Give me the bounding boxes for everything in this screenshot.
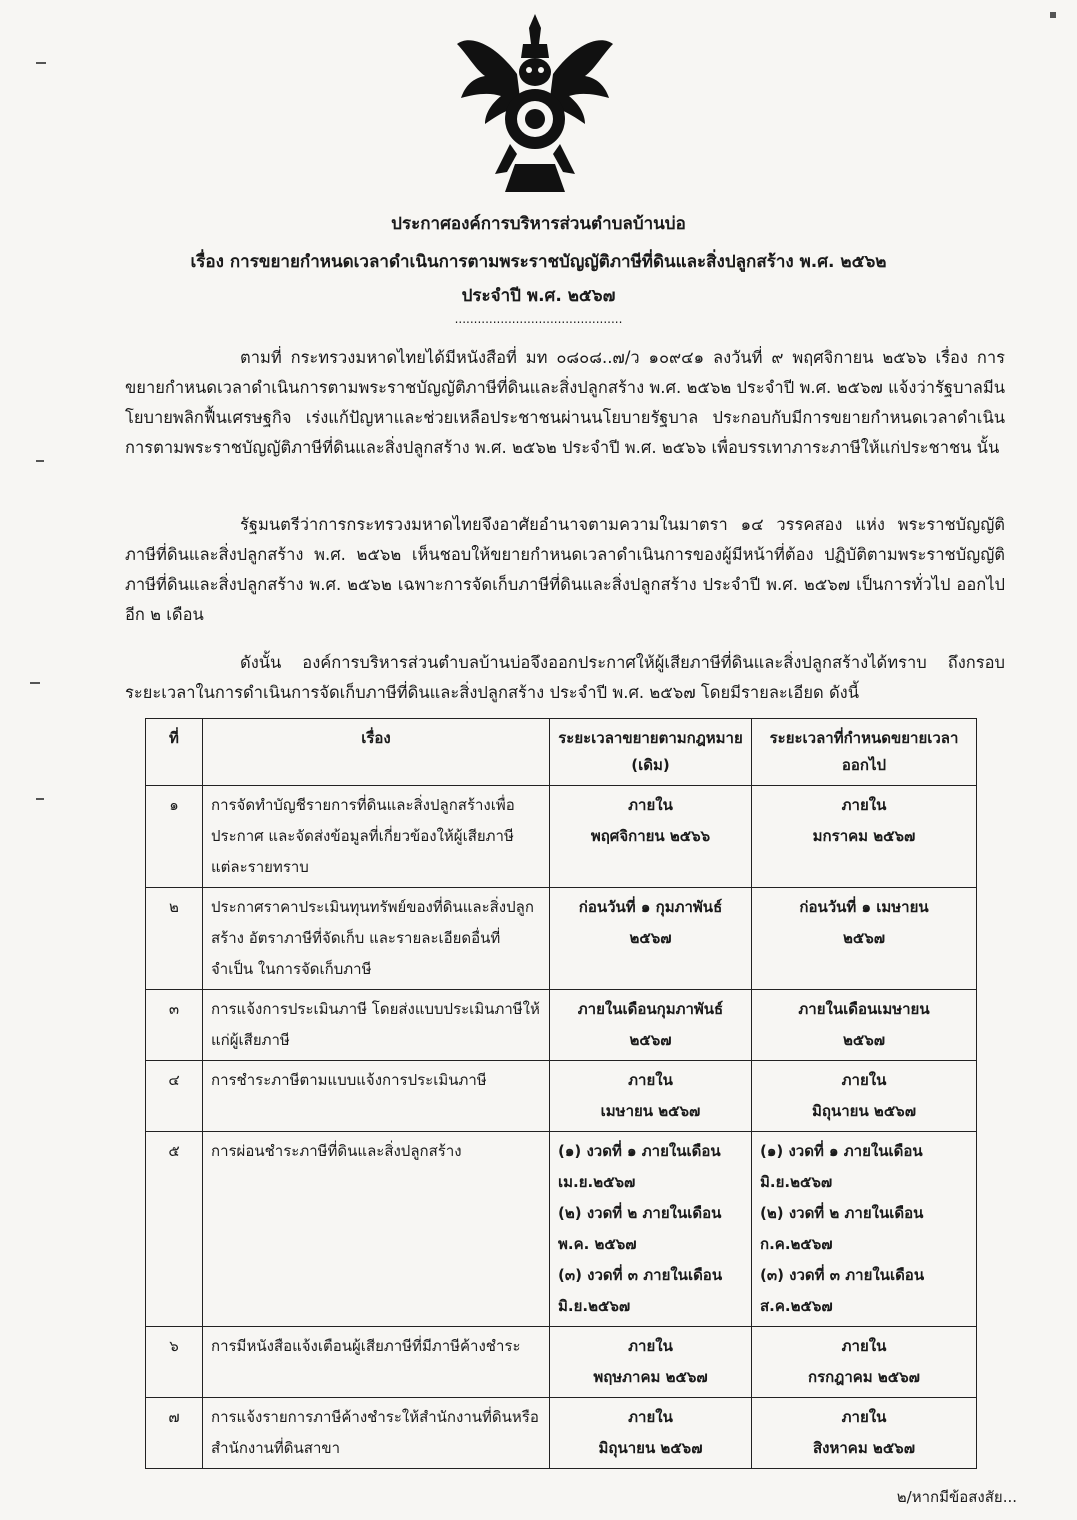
paragraph-3: ดังนั้น องค์การบริหารส่วนตำบลบ้านบ่อจึงออกประกาศให้ผู้เสียภาษีที่ดินและสิ่งปลูกสร้างได้ทราบ ถึงกรอบระยะเวลาในการดำเนินการจัดเก็บภาษีที่ดินและสิ่งปลูกสร้าง ประจำปี พ.ศ. ๒๕๖๗ โดยมีรายละเอียด ดังนี้ xyxy=(125,653,1005,702)
schedule-table xyxy=(145,718,977,1469)
table-row xyxy=(146,1327,977,1398)
row-topic: การแจ้งรายการภาษีค้างชำระให้สำนักงานที่ดินหรือสำนักงานที่ดินสาขา xyxy=(203,1398,550,1469)
announcement-title: ประกาศองค์การบริหารส่วนตำบลบ้านบ่อ xyxy=(391,214,686,234)
table-row xyxy=(146,1061,977,1132)
row-number: ๔ xyxy=(146,1061,203,1132)
table-row xyxy=(146,786,977,888)
row-extended: ภายใน กรกฎาคม ๒๕๖๗ xyxy=(752,1327,977,1398)
table-row xyxy=(146,888,977,990)
row-original: ภายใน เมษายน ๒๕๖๗ xyxy=(550,1061,752,1132)
table-row xyxy=(146,990,977,1061)
row-extended: ภายใน สิงหาคม ๒๕๖๗ xyxy=(752,1398,977,1469)
row-number: ๕ xyxy=(146,1132,203,1327)
row-original: ภายใน มิถุนายน ๒๕๖๗ xyxy=(550,1398,752,1469)
row-topic: การแจ้งการประเมินภาษี โดยส่งแบบประเมินภาษีให้แก่ผู้เสียภาษี xyxy=(203,990,550,1061)
row-extended: ภายในเดือนเมษายน ๒๕๖๗ xyxy=(752,990,977,1061)
row-extended: ภายใน มกราคม ๒๕๖๗ xyxy=(752,786,977,888)
header-topic: เรื่อง xyxy=(203,719,550,786)
paragraph-1: ตามที่ กระทรวงมหาดไทยได้มีหนังสือที่ มท ๐๘๐๘..๗/ว ๑๐๙๔๑ ลงวันที่ ๙ พฤศจิกายน ๒๕๖๖ เรื่อง การขยายกำหนดเวลาดำเนินการตามพระราชบัญญัติภาษีที่ดินและสิ่งปลูกสร้าง พ.ศ. ๒๕๖๒ ประจำปี พ.ศ. ๒๕๖๗ แจ้งว่ารัฐบาลมีนโยบายพลิกฟื้นเศรษฐกิจ เร่งแก้ปัญหาและช่วยเหลือประชาชนผ่านนโยบายรัฐบาล ประกอบกับมีการขยายกำหนดเวลาดำเนินการตามพระราชบัญญัติภาษีที่ดินและสิ่งปลูกสร้าง พ.ศ. ๒๕๖๒ ประจำปี พ.ศ. ๒๕๖๖ เพื่อบรรเทาภาระภาษีให้แก่ประชาชน นั้น xyxy=(125,348,1005,457)
row-topic: การมีหนังสือแจ้งเตือนผู้เสียภาษีที่มีภาษีค้างชำระ xyxy=(203,1327,550,1398)
paragraph-2: รัฐมนตรีว่าการกระทรวงมหาดไทยจึงอาศัยอำนาจตามความในมาตรา ๑๔ วรรคสอง แห่ง พระราชบัญญัติภาษีที่ดินและสิ่งปลูกสร้าง พ.ศ. ๒๕๖๒ เห็นชอบให้ขยายกำหนดเวลาดำเนินการของผู้มีหน้าที่ต้อง ปฏิบัติตามพระราชบัญญัติภาษีที่ดินและสิ่งปลูกสร้าง พ.ศ. ๒๕๖๒ เฉพาะการจัดเก็บภาษีที่ดินและสิ่งปลูกสร้าง ประจำปี พ.ศ. ๒๕๖๗ เป็นการทั่วไป ออกไปอีก ๒ เดือน xyxy=(125,515,1005,624)
announcement-year: ประจำปี พ.ศ. ๒๕๖๗ xyxy=(461,286,616,306)
separator: ............................................ xyxy=(454,312,623,326)
row-number: ๒ xyxy=(146,888,203,990)
row-number: ๗ xyxy=(146,1398,203,1469)
table-row xyxy=(146,1132,977,1327)
announcement-subject: เรื่อง การขยายกำหนดเวลาดำเนินการตามพระราชบัญญัติภาษีที่ดินและสิ่งปลูกสร้าง พ.ศ. ๒๕๖๒ xyxy=(190,252,887,272)
row-original: (๑) งวดที่ ๑ ภายในเดือน เม.ย.๒๕๖๗ (๒) งวดที่ ๒ ภายในเดือน พ.ค. ๒๕๖๗ (๓) งวดที่ ๓ ภายในเดือน มิ.ย.๒๕๖๗ xyxy=(550,1132,752,1327)
garuda-emblem-icon xyxy=(455,14,615,194)
row-extended: (๑) งวดที่ ๑ ภายในเดือน มิ.ย.๒๕๖๗ (๒) งวดที่ ๒ ภายในเดือน ก.ค.๒๕๖๗ (๓) งวดที่ ๓ ภายในเดือน ส.ค.๒๕๖๗ xyxy=(752,1132,977,1327)
continued-note: ๒/หากมีข้อสงสัย... xyxy=(896,1488,1017,1506)
row-extended: ก่อนวันที่ ๑ เมษายน ๒๕๖๗ xyxy=(752,888,977,990)
row-topic: ประกาศราคาประเมินทุนทรัพย์ของที่ดินและสิ่งปลูกสร้าง อัตราภาษีที่จัดเก็บ และรายละเอียดอื่นที่จำเป็น ในการจัดเก็บภาษี xyxy=(203,888,550,990)
row-number: ๓ xyxy=(146,990,203,1061)
row-original: ก่อนวันที่ ๑ กุมภาพันธ์ ๒๕๖๗ xyxy=(550,888,752,990)
header-extended-period: ระยะเวลาที่กำหนดขยายเวลาออกไป xyxy=(752,719,977,786)
header-original-period: ระยะเวลาขยายตามกฎหมาย (เดิม) xyxy=(550,719,752,786)
row-topic: การจัดทำบัญชีรายการที่ดินและสิ่งปลูกสร้างเพื่อประกาศ และจัดส่งข้อมูลที่เกี่ยวข้องให้ผู้เสียภาษีแต่ละรายทราบ xyxy=(203,786,550,888)
table-row xyxy=(146,1398,977,1469)
row-original: ภายใน พฤศจิกายน ๒๕๖๖ xyxy=(550,786,752,888)
row-original: ภายในเดือนกุมภาพันธ์ ๒๕๖๗ xyxy=(550,990,752,1061)
header-no: ที่ xyxy=(146,719,203,786)
row-extended: ภายใน มิถุนายน ๒๕๖๗ xyxy=(752,1061,977,1132)
table-header-row xyxy=(146,719,977,786)
row-original: ภายใน พฤษภาคม ๒๕๖๗ xyxy=(550,1327,752,1398)
row-number: ๑ xyxy=(146,786,203,888)
row-number: ๖ xyxy=(146,1327,203,1398)
row-topic: การผ่อนชำระภาษีที่ดินและสิ่งปลูกสร้าง xyxy=(203,1132,550,1327)
row-topic: การชำระภาษีตามแบบแจ้งการประเมินภาษี xyxy=(203,1061,550,1132)
